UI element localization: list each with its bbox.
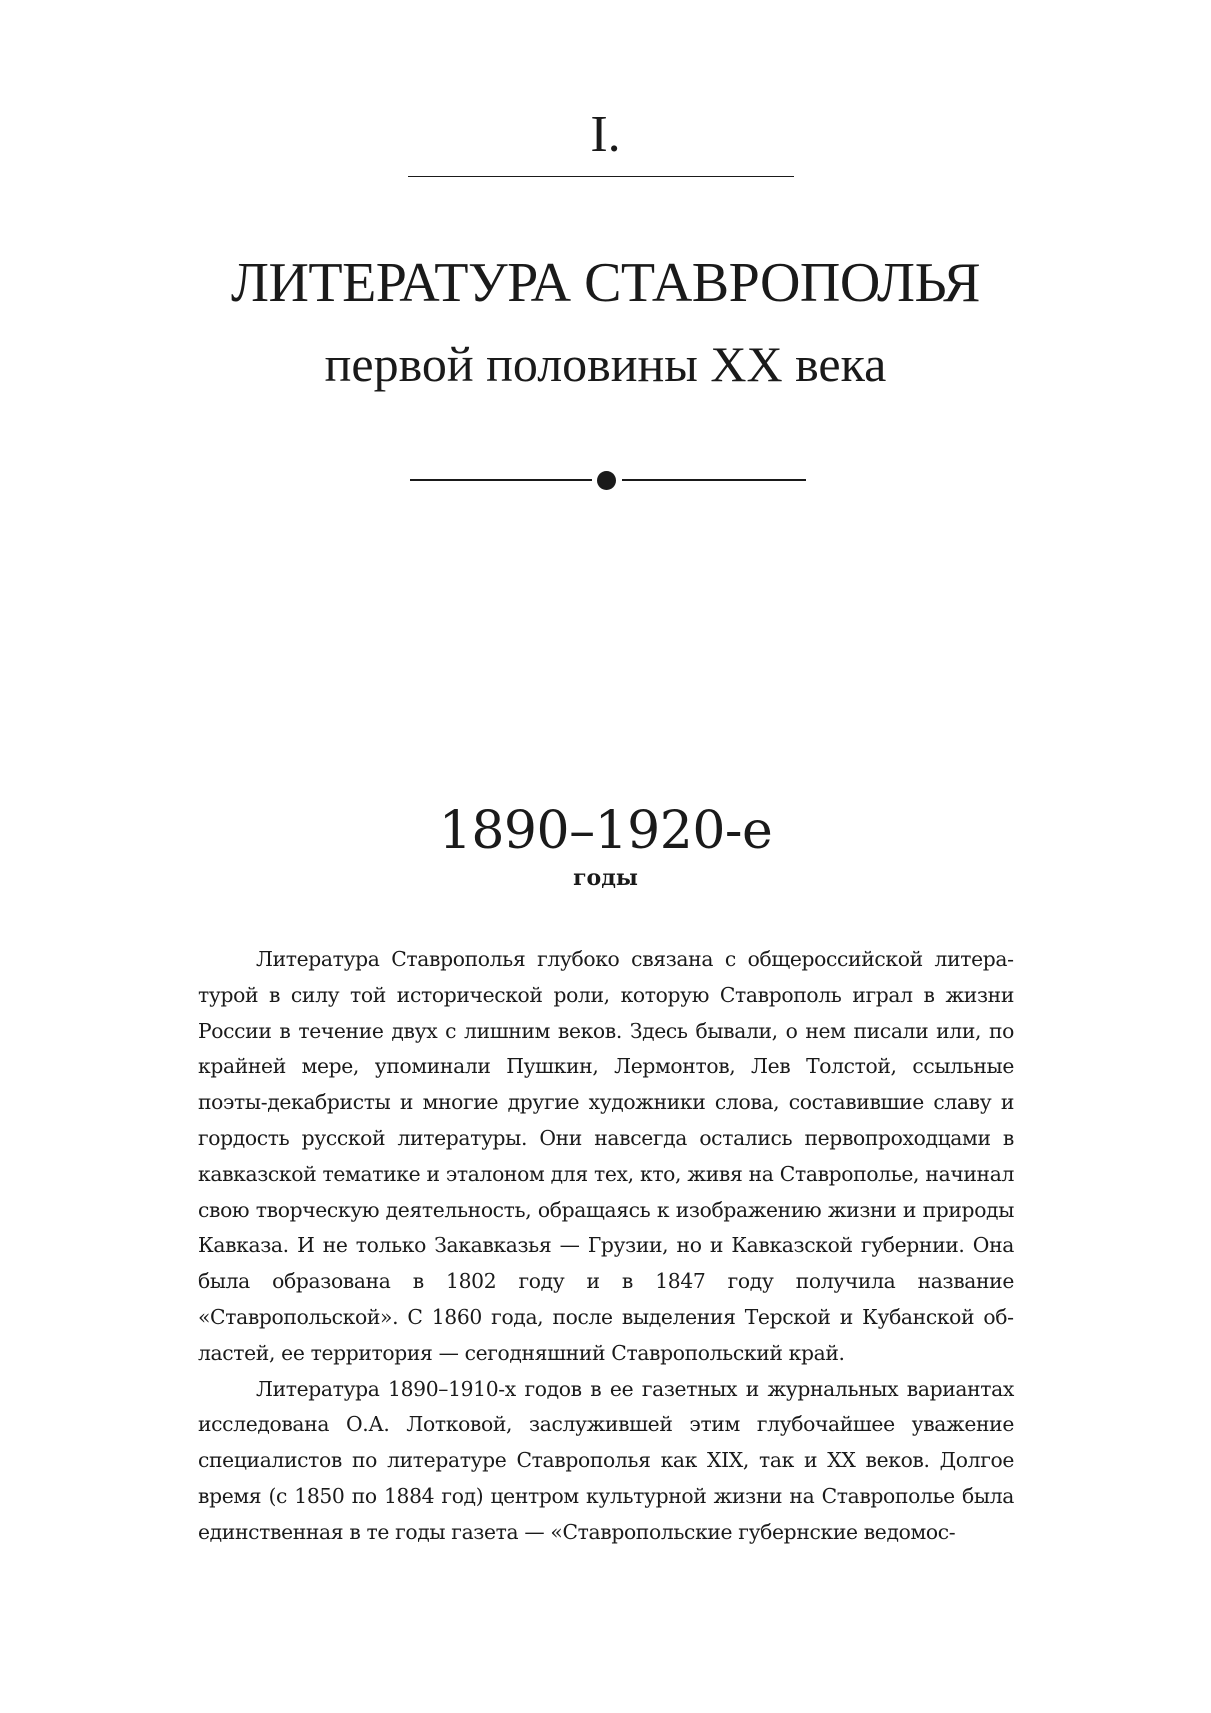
ornament-dot-icon	[597, 471, 616, 490]
ornament-line-right	[622, 479, 806, 481]
top-rule	[408, 176, 794, 177]
section-label: годы	[573, 865, 638, 891]
ornament-divider	[410, 470, 806, 490]
chapter-number: I.	[590, 106, 621, 163]
section-years: 1890–1920-е	[438, 801, 773, 861]
ornament-line-left	[410, 479, 592, 481]
chapter-subtitle: первой половины XX века	[324, 336, 887, 392]
paragraph-1: Литература Ставрополья глубоко связана с общероссийской литературой в силу той исторической роли, которую Ставрополь играл в жизни России в течение двух с лишним веков. Здесь бывали, о нем писали или, по крайней мере, упоминали Пушкин, Лермонтов, Лев Толстой, ссыльные поэты-декабристы и многие другие художники слова, составившие славу и гордость русской литературы. Они навсегда остались первопроходцами в кавказской тематике и эталоном для тех, кто, живя на Ставрополье, начинал свою творческую деятельность, обращаясь к изображению жизни и природы Кавказа. И не только Закавказья — Грузии, но и Кавказской губернии. Она была образована в 1802 году и в 1847 году получила название «Ставропольской». С 1860 года, после выделения Терской и Кубанской областей, ее территория — сегодняшний Ставропольский край.	[198, 947, 1014, 1365]
paragraph-2: Литература 1890–1910-х годов в ее газетных и журнальных вариантах исследована О.А. Лотковой, заслужившей этим глубочайшее уважение специалистов по литературе Ставрополья как XIX, так и XX веков. Долгое время (с 1850 по 1884 год) центром культурной жизни на Ставрополье была единственная в те годы газета — «Ставропольские губернские ведомос-	[198, 1376, 1014, 1544]
body-text	[198, 942, 1014, 1551]
chapter-title: ЛИТЕРАТУРА СТАВРОПОЛЬЯ	[230, 252, 981, 314]
